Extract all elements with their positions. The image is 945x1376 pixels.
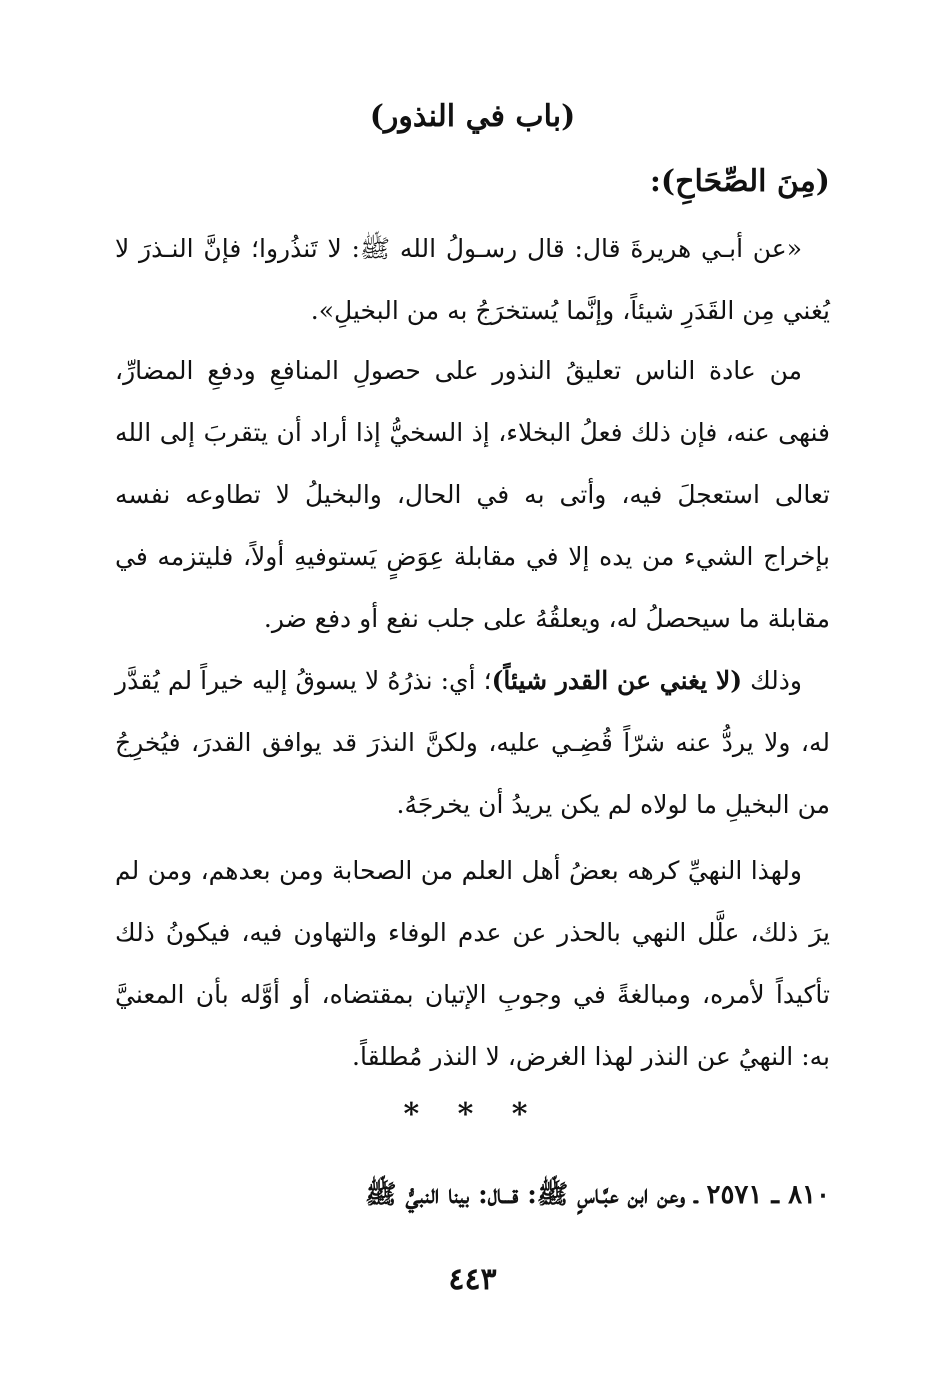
commentary-paragraph-1-text: من عادة الناس تعليقُ النذور على حصولِ المنافعِ ودفعِ المضارِّ، فنهى عنه، فإن ذلك فعلُ البخلاء، إذ السخيُّ إذا أراد أن يتقربَ إلى الله تعالى استعجلَ فيه، وأتى به في الحال، والبخيلُ لا تطاوعه نفسه بإخراج الشيء من يده إلا في مقابلة عِوَضٍ يَستوفيهِ أولاً، فليتزمه في مقابلة ما سيحصلُ له، ويعلقُهُ على جلب نفع أو دفع ضر. — [115, 356, 830, 633]
next-hadith-heading: ٨١٠ ـ ٢٥٧١ ـ وعن ابن عبَّـاسٍ ﷺ: قـــال: بينا النبيُّ ﷺ — [365, 1180, 830, 1210]
chapter-title: (باب في النذور) — [369, 99, 576, 134]
commentary-paragraph-2-lead: وذلك — [750, 666, 803, 695]
hadith-body: «عن أبـي هريرةَ قال: قال رسـولُ الله ﷺ: لا تَنذُروا؛ فإنَّ النـذرَ لا يُغني مِن القَدَرِ شيئاً، وإنَّما يُستخرَجُ به من البخيلِ». — [115, 234, 830, 325]
commentary-paragraph-3 — [115, 840, 830, 1088]
quoted-hadith-phrase: (لا يغني عن القدر شيئاً) — [491, 666, 743, 695]
page-number: ٤٤٣ — [448, 1262, 497, 1297]
commentary-paragraph-1 — [115, 340, 830, 650]
commentary-paragraph-2 — [115, 650, 830, 836]
commentary-paragraph-3-text: ولهذا النهيِّ كرهه بعضُ أهل العلم من الصحابة ومن بعدهم، ومن لم يرَ ذلك، علَّل النهي بالحذر عن عدم الوفاء والتهاون فيه، فيكونُ ذلك تأكيداً لأمره، ومبالغةً في وجوبِ الإتيان بمقتضاه، أو أوَّله بأن المعنيَّ به: النهيُ عن النذر لهذا الغرض، لا النذر مُطلقاً. — [115, 856, 830, 1071]
hadith-text — [115, 218, 830, 342]
commentary-paragraph-2-rest: ؛ أي: نذرُهُ لا يسوقُ إليه خيراً لم يُقدَّر له، ولا يردُّ عنه شرّاً قُضِـي عليه، ولكنَّ النذرَ قد يوافق القدرَ، فيُخرِجُ من البخيلِ ما لولاه لم يكن يريدُ أن يخرجَهُ. — [115, 666, 830, 819]
section-heading: (مِنَ الصِّحَاحِ): — [649, 164, 830, 199]
section-separator: * * * — [403, 1097, 542, 1132]
